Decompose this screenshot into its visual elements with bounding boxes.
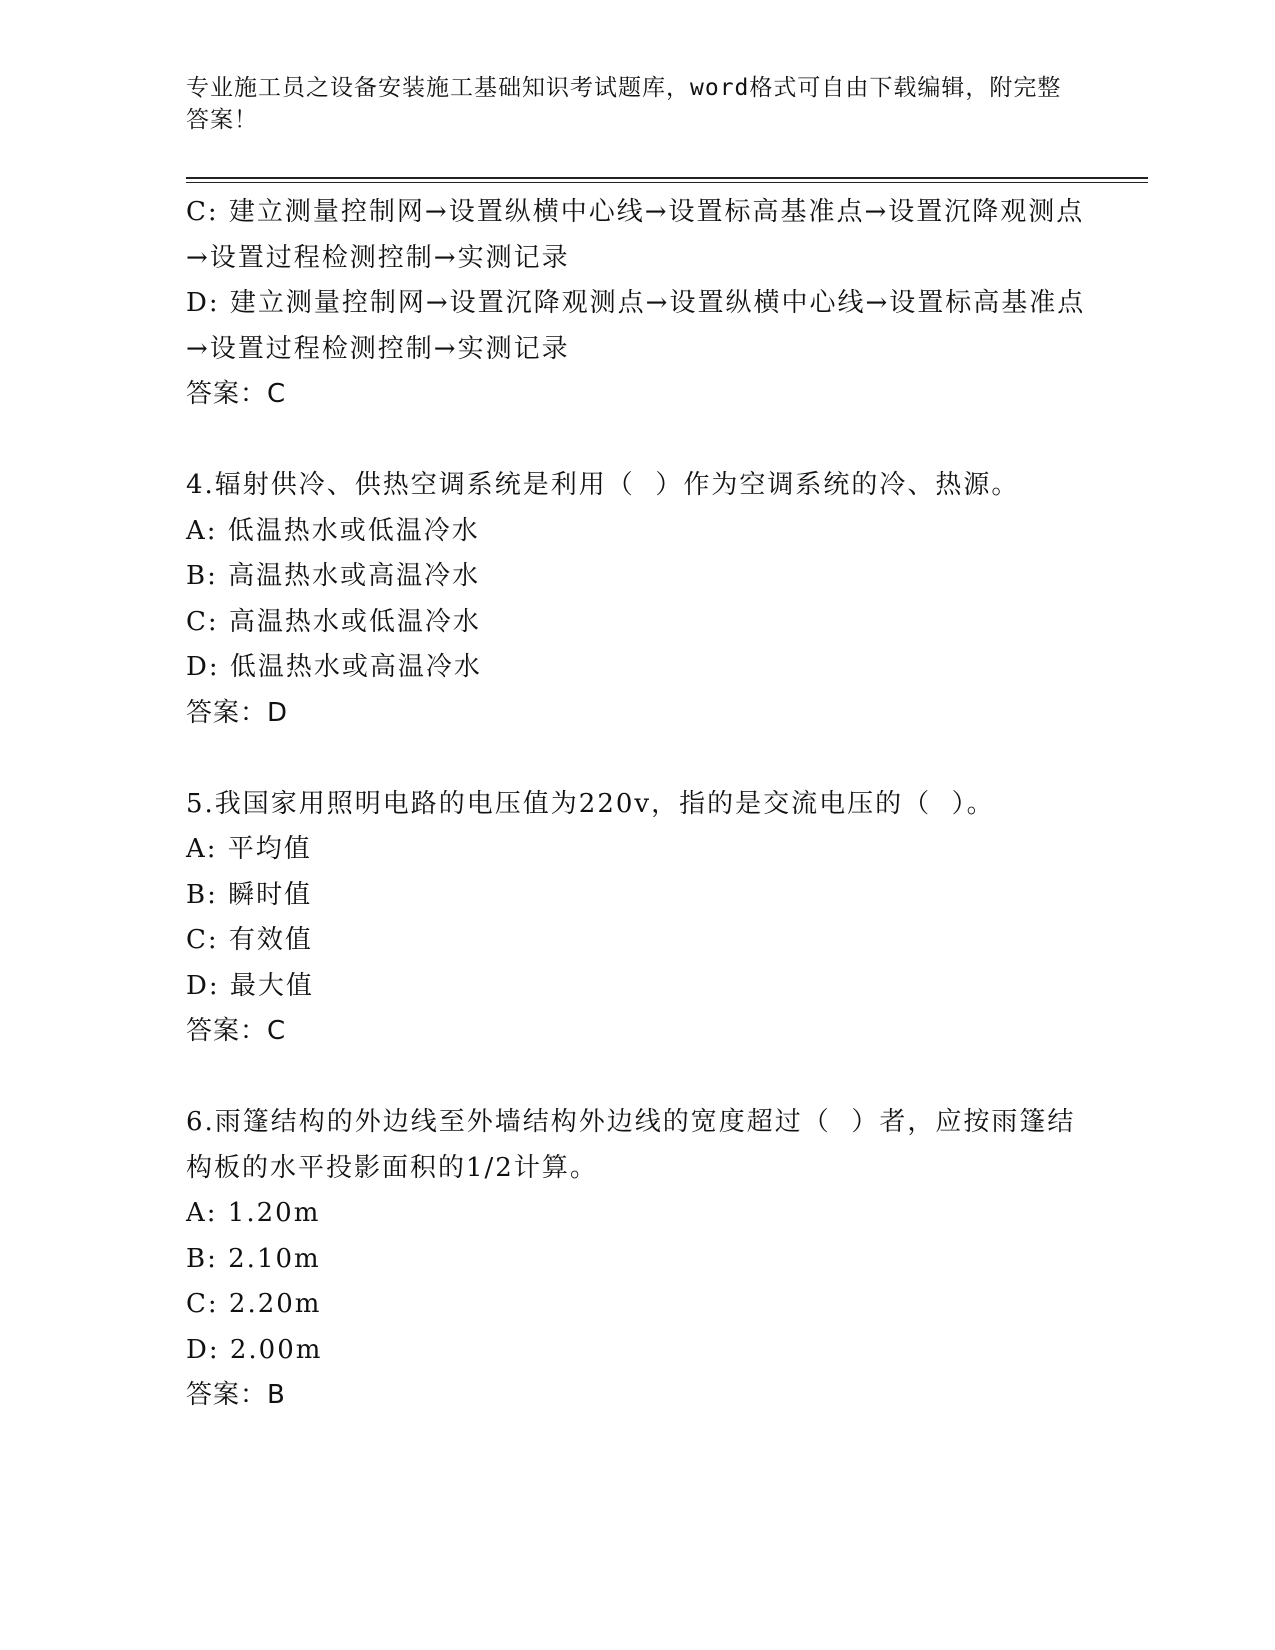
question-block-3 xyxy=(186,190,1086,418)
question-text: 6.雨篷结构的外边线至外墙结构外边线的宽度超过（ ）者，应按雨篷结构板的水平投影面积的1/2计算。 xyxy=(186,1107,1076,1183)
option-b: B: 瞬时值 xyxy=(186,879,313,910)
question-text: 5.我国家用照明电路的电压值为220v，指的是交流电压的（ ）。 xyxy=(186,788,995,819)
header-divider-thin xyxy=(186,182,1148,183)
document-header: 专业施工员之设备安装施工基础知识考试题库，word格式可自由下载编辑，附完整答案！ xyxy=(186,75,1062,133)
answer: 答案：D xyxy=(186,697,289,728)
option-a: A: 1.20m xyxy=(186,1198,321,1228)
option-c: C: 高温热水或低温冷水 xyxy=(186,606,481,637)
answer: 答案：C xyxy=(186,379,287,409)
option-b: B: 高温热水或高温冷水 xyxy=(186,561,481,591)
option-a: A: 低温热水或低温冷水 xyxy=(186,515,480,546)
question-block-6 xyxy=(186,1100,1086,1419)
question-list xyxy=(186,190,1086,1419)
question-block-4 xyxy=(186,463,1086,736)
option-b: B: 2.10m xyxy=(186,1243,321,1274)
question-block-5 xyxy=(186,782,1086,1055)
option-d: D: 建立测量控制网→设置沉降观测点→设置纵横中心线→设置标高基准点→设置过程检测控制→实测记录 xyxy=(186,288,1086,364)
option-d: D: 低温热水或高温冷水 xyxy=(186,652,482,682)
option-d: D: 2.00m xyxy=(186,1334,323,1365)
header-divider-thick xyxy=(186,177,1148,179)
option-c: C: 2.20m xyxy=(186,1289,322,1319)
option-c: C: 有效值 xyxy=(186,925,313,955)
answer: 答案：B xyxy=(186,1380,286,1410)
option-a: A: 平均值 xyxy=(186,834,312,864)
question-text: 4.辐射供冷、供热空调系统是利用（ ）作为空调系统的冷、热源。 xyxy=(186,470,1020,500)
answer: 答案：C xyxy=(186,1016,287,1046)
option-c: C: 建立测量控制网→设置纵横中心线→设置标高基准点→设置沉降观测点→设置过程检测控制→实测记录 xyxy=(186,197,1085,273)
option-d: D: 最大值 xyxy=(186,970,314,1001)
